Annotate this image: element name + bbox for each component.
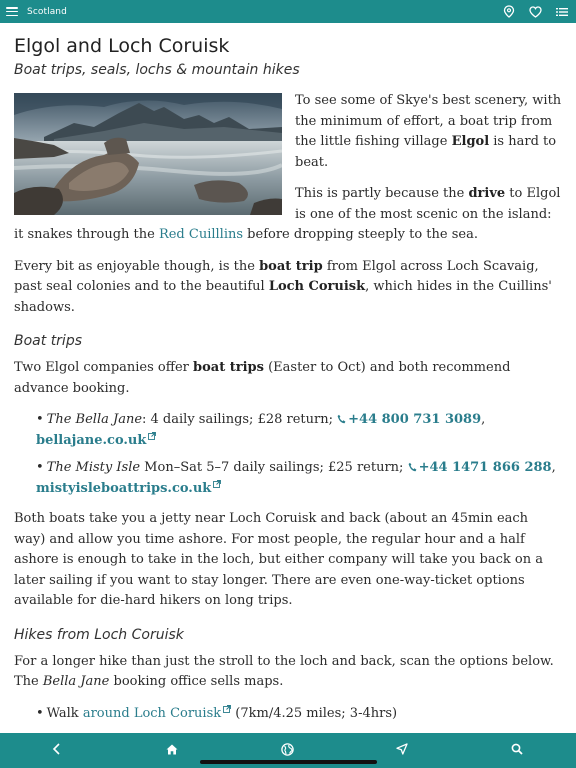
boat-trips-heading: Boat trips (14, 333, 83, 349)
hero-image-loch (14, 93, 282, 215)
search-icon[interactable] (507, 739, 527, 759)
intro-paragraph-3: Every bit as enjoyable though, is the boat trip from Elgol across Loch Scavaig, past seal colonies and to the beautiful Loch Coruisk, which hides in the Cuillins' shadows. (14, 258, 552, 315)
operator-name: The Misty Isle (46, 460, 141, 475)
article (14, 23, 562, 768)
globe-icon[interactable] (277, 739, 297, 759)
red-cuillins-link[interactable]: Red Cuilllins (158, 227, 244, 242)
phone-icon (337, 414, 346, 424)
list-item: • The Bella Jane: 4 daily sailings; £28 return; +44 800 731 3089, bellajane.co.uk (36, 412, 486, 448)
home-indicator[interactable] (200, 760, 377, 764)
phone-link[interactable]: +44 800 731 3089 (337, 412, 481, 427)
intro-section (14, 91, 562, 318)
external-link-icon (213, 480, 221, 488)
page-title: Elgol and Loch Coruisk (14, 35, 230, 57)
home-icon[interactable] (162, 739, 182, 759)
navigate-icon[interactable] (392, 739, 412, 759)
operator-name: The Bella Jane (46, 412, 143, 427)
boat-operators-list (14, 410, 562, 499)
map-pin-icon[interactable] (503, 5, 515, 18)
hikes-intro: For a longer hike than just the stroll to the loch and back, scan the options below. The Bella Jane booking office sells maps. (14, 653, 554, 689)
boat-trips-details: Both boats take you a jetty near Loch Coruisk and back (about an 45min each way) and allow you time ashore. For most people, the regular hour and a half ashore is enough to take in the loch, but either company will take you back on a later sailing if you want to stay longer. There are even one-way-ticket options available for die-hard hikers on long trips. (14, 511, 543, 608)
top-bar (0, 0, 576, 23)
external-link-icon (223, 705, 231, 713)
website-link[interactable]: mistyisleboattrips.co.uk (36, 481, 221, 496)
hikes-heading: Hikes from Loch Coruisk (14, 626, 184, 643)
menu-icon[interactable] (6, 7, 18, 16)
list-icon[interactable] (556, 7, 568, 17)
back-arrow-icon[interactable] (47, 739, 67, 759)
page-subtitle: Boat trips, seals, lochs & mountain hikes (14, 62, 300, 78)
breadcrumb[interactable]: Scotland (27, 6, 67, 17)
website-link[interactable]: bellajane.co.uk (36, 433, 156, 448)
phone-icon (408, 462, 417, 472)
intro-paragraph-2: This is partly because the drive to Elgol is one of the most scenic on the island: it snakes through the Red Cuilllins before dropping steeply to the sea. (14, 186, 561, 242)
around-loch-coruisk-link[interactable]: around Loch Coruisk (83, 706, 231, 721)
top-bar-actions (503, 5, 568, 18)
phone-link[interactable]: +44 1471 866 288 (408, 460, 552, 475)
heart-icon[interactable] (529, 6, 542, 18)
list-item: • Walk around Loch Coruisk (7km/4.25 miles; 3-4hrs) (36, 705, 398, 721)
external-link-icon (148, 432, 156, 440)
boat-trips-intro: Two Elgol companies offer boat trips (Easter to Oct) and both recommend advance booking. (14, 360, 511, 396)
intro-paragraph-1: To see some of Skye's best scenery, with the minimum of effort, a boat trip from the little fishing village Elgol is hard to beat. (295, 93, 562, 170)
list-item: • The Misty Isle Mon–Sat 5–7 daily sailings; £25 return; +44 1471 866 288, mistyisleboattrips.co.uk (36, 460, 556, 496)
